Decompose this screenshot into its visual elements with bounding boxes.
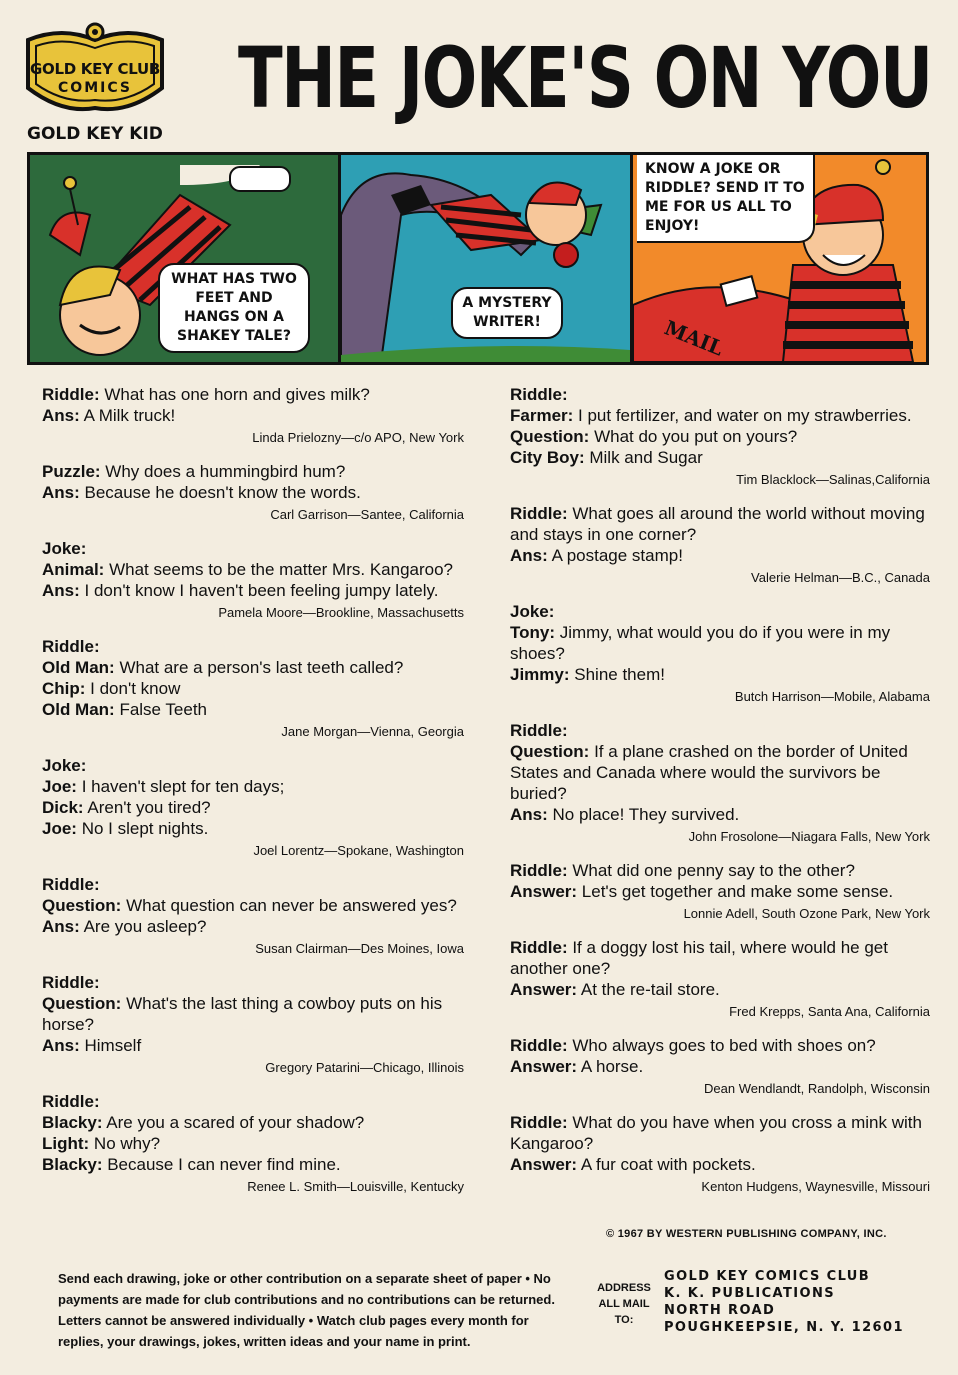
- joke-line: [42, 993, 464, 1035]
- speaker-label: Joke:: [42, 756, 87, 775]
- joke-text: If a doggy lost his tail, where would he get another one?: [510, 938, 888, 978]
- joke-line: [42, 755, 464, 776]
- joke-entry: [42, 384, 464, 447]
- contributor-credit: Linda Prielozny—c/o APO, New York: [252, 430, 464, 445]
- joke-line: [42, 776, 464, 797]
- joke-line: [42, 636, 464, 657]
- speaker-label: Jimmy:: [510, 665, 570, 684]
- joke-text: Because I can never find mine.: [102, 1155, 341, 1174]
- joke-text: I haven't slept for ten days;: [76, 777, 285, 796]
- joke-line: [510, 979, 930, 1000]
- speaker-label: Blacky:: [42, 1155, 103, 1174]
- joke-line: [42, 580, 464, 601]
- speaker-label: Riddle:: [510, 721, 568, 740]
- joke-entry: [510, 937, 930, 1021]
- comic-panel-2: [341, 155, 630, 362]
- joke-text: Why does a hummingbird hum?: [100, 462, 346, 481]
- speaker-label: Answer:: [510, 980, 578, 999]
- joke-line: [510, 860, 930, 881]
- contributor-credit: John Frosolone—Niagara Falls, New York: [688, 829, 930, 844]
- contributor-credit: Pamela Moore—Brookline, Massachusetts: [218, 605, 464, 620]
- joke-line: [510, 1056, 930, 1077]
- joke-line: [42, 1112, 464, 1133]
- joke-text: I don't know I haven't been feeling jumpy lately.: [79, 581, 439, 600]
- speaker-label: Question:: [42, 994, 122, 1013]
- submission-rules: Send each drawing, joke or other contribution on a separate sheet of paper • No payments are made for club contributions and no contributions can be returned. Letters cannot be answered individually • Watch club pages every month for replies, your drawings, jokes, written ideas and your name in print.: [58, 1271, 555, 1349]
- speaker-label: Ans:: [42, 406, 80, 425]
- joke-line: [42, 461, 464, 482]
- joke-line: [42, 538, 464, 559]
- speaker-label: Question:: [42, 896, 122, 915]
- joke-text: Because he doesn't know the words.: [79, 483, 361, 502]
- joke-line: [510, 664, 930, 685]
- joke-entry: [42, 972, 464, 1077]
- speaker-label: Dick:: [42, 798, 84, 817]
- speaker-label: Riddle:: [42, 637, 100, 656]
- joke-text: Let's get together and make some sense.: [577, 882, 894, 901]
- contributor-credit: Carl Garrison—Santee, California: [270, 507, 464, 522]
- comic-panel-3: [633, 155, 926, 362]
- joke-text: What did one penny say to the other?: [567, 861, 855, 880]
- joke-line: [510, 601, 930, 622]
- speaker-label: Old Man:: [42, 658, 115, 677]
- speech-bubble-answer: A MYSTERY WRITER!: [451, 287, 563, 339]
- joke-line: [42, 559, 464, 580]
- contributor-credit: Fred Krepps, Santa Ana, California: [729, 1004, 930, 1019]
- joke-line: [42, 405, 464, 426]
- speech-bubble-invite: KNOW A JOKE OR RIDDLE? SEND IT TO ME FOR US ALL TO ENJOY!: [637, 155, 815, 243]
- joke-line: [510, 804, 930, 825]
- joke-line: [510, 503, 930, 545]
- joke-line: [510, 447, 930, 468]
- joke-text: I put fertilizer, and water on my strawberries.: [573, 406, 912, 425]
- contributor-credit: Dean Wendlandt, Randolph, Wisconsin: [704, 1081, 930, 1096]
- joke-entry: [42, 636, 464, 741]
- speaker-label: Tony:: [510, 623, 556, 642]
- joke-text: A fur coat with pockets.: [577, 1155, 756, 1174]
- joke-entry: [42, 1091, 464, 1196]
- joke-text: Jimmy, what would you do if you were in my shoes?: [510, 623, 891, 663]
- joke-line: [42, 1133, 464, 1154]
- joke-line: [42, 895, 464, 916]
- speaker-label: Joe:: [42, 777, 77, 796]
- speaker-label: Riddle:: [510, 1113, 568, 1132]
- speaker-label: Riddle:: [510, 938, 568, 957]
- joke-entry: [510, 384, 930, 489]
- contributor-credit: Kenton Hudgens, Waynesville, Missouri: [701, 1179, 930, 1194]
- joke-line: [42, 699, 464, 720]
- speaker-label: Question:: [510, 742, 590, 761]
- contributor-credit: Tim Blacklock—Salinas,California: [736, 472, 930, 487]
- joke-line: [42, 916, 464, 937]
- speaker-label: Light:: [42, 1134, 90, 1153]
- joke-entry: [510, 860, 930, 923]
- address-line: K. K. PUBLICATIONS: [664, 1286, 835, 1301]
- joke-line: [42, 874, 464, 895]
- speaker-label: Answer:: [510, 1057, 578, 1076]
- gold-key-club-badge: [22, 18, 168, 114]
- speaker-label: Riddle:: [510, 504, 568, 523]
- speaker-label: Joke:: [510, 602, 555, 621]
- contributor-credit: Gregory Patarini—Chicago, Illinois: [265, 1060, 464, 1075]
- comic-panel-1: [30, 155, 338, 362]
- speaker-label: Ans:: [42, 917, 80, 936]
- joke-line: [510, 545, 930, 566]
- joke-text: If a plane crashed on the border of United States and Canada where would the survivors be buried?: [510, 742, 908, 803]
- joke-text: A Milk truck!: [79, 406, 176, 425]
- joke-text: What question can never be answered yes?: [121, 896, 457, 915]
- joke-text: What are a person's last teeth called?: [114, 658, 404, 677]
- joke-text: What has one horn and gives milk?: [99, 385, 370, 404]
- joke-line: [510, 622, 930, 664]
- contributor-credit: Renee L. Smith—Louisville, Kentucky: [247, 1179, 464, 1194]
- joke-text: What goes all around the world without moving and stays in one corner?: [510, 504, 925, 544]
- speaker-label: Riddle:: [510, 1036, 568, 1055]
- speaker-label: Ans:: [42, 581, 80, 600]
- joke-text: What do you put on yours?: [589, 427, 798, 446]
- contributor-credit: Butch Harrison—Mobile, Alabama: [734, 689, 930, 704]
- joke-text: Aren't you tired?: [83, 798, 211, 817]
- joke-text: I don't know: [85, 679, 181, 698]
- speaker-label: Answer:: [510, 1155, 578, 1174]
- joke-text: What's the last thing a cowboy puts on his horse?: [42, 994, 443, 1034]
- contributor-credit: Susan Clairman—Des Moines, Iowa: [255, 941, 464, 956]
- joke-text: A postage stamp!: [547, 546, 683, 565]
- speaker-label: Ans:: [510, 546, 548, 565]
- joke-entry: [510, 720, 930, 846]
- joke-line: [510, 720, 930, 741]
- joke-line: [42, 1035, 464, 1056]
- joke-line: [42, 1091, 464, 1112]
- joke-entry: [510, 1035, 930, 1098]
- joke-line: [42, 972, 464, 993]
- joke-line: [510, 881, 930, 902]
- svg-text:MAIL: MAIL: [661, 315, 727, 361]
- joke-line: [42, 657, 464, 678]
- joke-line: [510, 937, 930, 979]
- joke-entry: [42, 461, 464, 524]
- speech-bubble-riddle: WHAT HAS TWO FEET AND HANGS ON A SHAKEY TALE?: [158, 263, 310, 353]
- comic-strip: [27, 152, 929, 365]
- joke-line: [42, 1154, 464, 1175]
- joke-text: No I slept nights.: [76, 819, 209, 838]
- joke-entry: [510, 1112, 930, 1196]
- joke-entry: [42, 538, 464, 622]
- speaker-label: Ans:: [510, 805, 548, 824]
- joke-line: [42, 818, 464, 839]
- speaker-label: Animal:: [42, 560, 105, 579]
- speaker-label: Blacky:: [42, 1113, 103, 1132]
- address-line: NORTH ROAD: [664, 1303, 776, 1318]
- speaker-label: Joke:: [42, 539, 87, 558]
- speaker-label: Riddle:: [42, 875, 100, 894]
- speaker-label: City Boy:: [510, 448, 585, 467]
- page-title: THE JOKE'S ON YOU: [238, 29, 932, 127]
- speaker-label: Farmer:: [510, 406, 574, 425]
- joke-line: [510, 426, 930, 447]
- joke-entry: [510, 503, 930, 587]
- joke-entry: [42, 874, 464, 958]
- speaker-label: Riddle:: [42, 973, 100, 992]
- speaker-label: Riddle:: [42, 1092, 100, 1111]
- speaker-label: Puzzle:: [42, 462, 101, 481]
- joke-line: [510, 405, 930, 426]
- joke-entry: [510, 601, 930, 706]
- jokes-column-right: [510, 384, 930, 1210]
- joke-text: Himself: [79, 1036, 142, 1055]
- badge-line1: GOLD KEY CLUB: [30, 60, 160, 78]
- joke-line: [42, 678, 464, 699]
- mailing-address: [664, 1268, 944, 1336]
- speaker-label: Ans:: [42, 483, 80, 502]
- copyright-notice: © 1967 BY WESTERN PUBLISHING COMPANY, INC.: [606, 1228, 887, 1240]
- joke-text: Are you asleep?: [79, 917, 207, 936]
- kid-label: GOLD KEY KID: [27, 124, 163, 144]
- speaker-label: Answer:: [510, 882, 578, 901]
- joke-line: [510, 1035, 930, 1056]
- speaker-label: Riddle:: [42, 385, 100, 404]
- speaker-label: Chip:: [42, 679, 86, 698]
- speaker-label: Old Man:: [42, 700, 115, 719]
- contributor-credit: Valerie Helman—B.C., Canada: [751, 570, 930, 585]
- joke-text: What seems to be the matter Mrs. Kangaroo?: [104, 560, 454, 579]
- joke-line: [510, 1112, 930, 1154]
- joke-text: Are you a scared of your shadow?: [102, 1113, 365, 1132]
- joke-line: [42, 797, 464, 818]
- joke-line: [42, 384, 464, 405]
- speaker-label: Question:: [510, 427, 590, 446]
- speaker-label: Riddle:: [510, 861, 568, 880]
- address-line: GOLD KEY COMICS CLUB: [664, 1269, 871, 1284]
- joke-line: [42, 482, 464, 503]
- joke-text: Shine them!: [569, 665, 665, 684]
- jokes-column-left: [42, 384, 464, 1210]
- contributor-credit: Lonnie Adell, South Ozone Park, New York: [683, 906, 930, 921]
- joke-line: [510, 384, 930, 405]
- speaker-label: Ans:: [42, 1036, 80, 1055]
- contributor-credit: Joel Lorentz—Spokane, Washington: [253, 843, 464, 858]
- address-line: POUGHKEEPSIE, N. Y. 12601: [664, 1320, 904, 1335]
- joke-text: Who always goes to bed with shoes on?: [567, 1036, 876, 1055]
- address-label: ADDRESS ALL MAIL TO:: [597, 1282, 651, 1326]
- joke-text: False Teeth: [114, 700, 208, 719]
- joke-text: What do you have when you cross a mink with Kangaroo?: [510, 1113, 922, 1153]
- speaker-label: Riddle:: [510, 385, 568, 404]
- speaker-label: Joe:: [42, 819, 77, 838]
- joke-entry: [42, 755, 464, 860]
- badge-line2: COMICS: [58, 80, 132, 96]
- joke-line: [510, 741, 930, 804]
- joke-text: No why?: [89, 1134, 161, 1153]
- joke-text: Milk and Sugar: [584, 448, 703, 467]
- joke-text: No place! They survived.: [547, 805, 740, 824]
- joke-line: [510, 1154, 930, 1175]
- joke-text: A horse.: [577, 1057, 644, 1076]
- contributor-credit: Jane Morgan—Vienna, Georgia: [281, 724, 464, 739]
- joke-text: At the re-tail store.: [577, 980, 720, 999]
